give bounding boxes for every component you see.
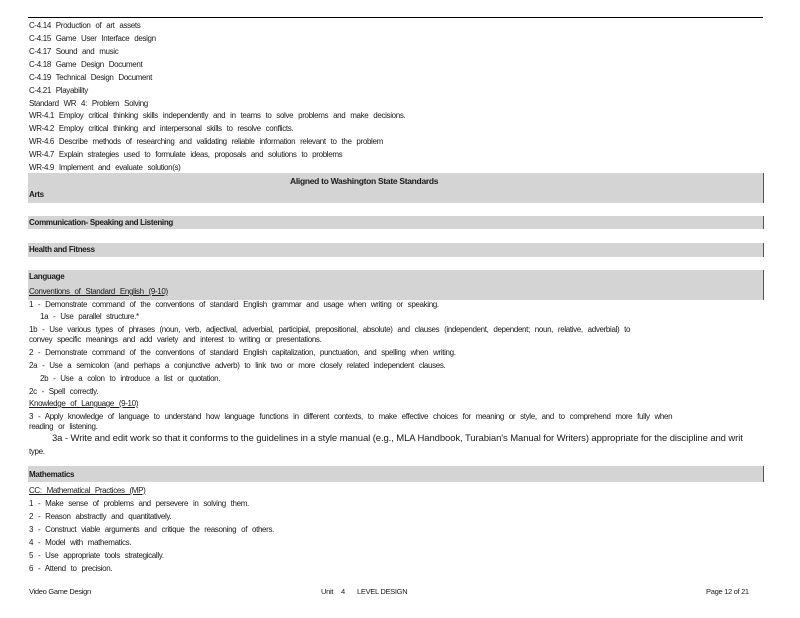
section-communication: Communication- Speaking and Listening [29,218,174,227]
language-line: convey specific meanings and add variety and interest to writing or presentations. [29,335,322,344]
math-line: 4 - Model with mathematics. [29,538,132,547]
footer-unit-label: Unit [321,587,334,596]
language-line: 2c - Spell correctly. [29,387,99,396]
standard-line: WR-4.6 Describe methods of researching and validating reliable information relevant to the problem [29,137,383,146]
item-3a: 3a - Write and edit work so that it conforms to the guidelines in a style manual (e.g., MLA Handbook, Turabian's Manual for Writers) appropriate for the discipline and writ [52,433,743,444]
language-line: 2a - Use a semicolon (and perhaps a conjunctive adverb) to link two or more closely related independent clauses. [29,361,446,370]
standard-heading: Standard WR 4: Problem Solving [29,99,148,108]
math-line: 6 - Attend to precision. [29,564,113,573]
language-line: 2b - Use a colon to introduce a list or quotation. [40,374,221,383]
health-bar [28,243,764,257]
standard-line: C-4.15 Game User Interface design [29,34,156,43]
language-line: 1 - Demonstrate command of the conventions of standard English grammar and usage when writing or speaking. [29,300,439,309]
aligned-title: Aligned to Washington State Standards [290,176,439,186]
math-practices-heading: CC: Mathematical Practices (MP) [29,486,146,495]
standard-line: C-4.18 Game Design Document [29,60,143,69]
knowledge-heading: Knowledge of Language (9-10) [29,399,139,408]
math-line: 1 - Make sense of problems and persevere in solving them. [29,499,249,508]
section-mathematics: Mathematics [29,470,75,479]
footer-unit-number: 4 [341,587,345,596]
math-line: 3 - Construct viable arguments and critique the reasoning of others. [29,525,274,534]
section-arts: Arts [29,190,44,199]
standard-line: WR-4.1 Employ critical thinking skills independently and in teams to solve problems and make decisions. [29,111,406,120]
language-line: reading or listening. [29,422,98,431]
math-line: 5 - Use appropriate tools strategically. [29,551,164,560]
footer-unit-name: LEVEL DESIGN [357,587,408,596]
standard-line: WR-4.7 Explain strategies used to formulate ideas, proposals and solutions to problems [29,150,343,159]
footer-page-number: Page 12 of 21 [706,587,749,596]
standard-line: C-4.21 Playability [29,86,88,95]
language-line: 1a - Use parallel structure.* [40,312,139,321]
standard-line: WR-4.2 Employ critical thinking and interpersonal skills to resolve conflicts. [29,124,294,133]
section-health: Health and Fitness [29,245,95,254]
communication-bar [28,216,764,229]
aligned-arts-bar [28,173,764,203]
footer-course: Video Game Design [29,587,91,596]
standard-line: WR-4.9 Implement and evaluate solution(s) [29,163,181,172]
conventions-heading: Conventions of Standard English (9-10) [29,287,168,296]
item-3a-continued: type. [29,447,45,456]
math-line: 2 - Reason abstractly and quantitatively. [29,512,172,521]
top-rule [28,17,763,18]
standard-line: C-4.14 Production of art assets [29,21,141,30]
standard-line: C-4.17 Sound and music [29,47,119,56]
mathematics-bar [28,466,764,482]
language-line: 2 - Demonstrate command of the conventions of standard English capitalization, punctuation, and spelling when writing. [29,348,456,357]
language-line: 3 - Apply knowledge of language to understand how language functions in different contexts, to make effective choices for meaning or style, and to comprehend more fully when [29,412,673,421]
standard-line: C-4.19 Technical Design Document [29,73,153,82]
language-line: 1b - Use various types of phrases (noun, verb, adjectival, adverbial, participial, prepositional, absolute) and clauses (independent, dependent; noun, relative, adverbial) to [29,325,631,334]
section-language: Language [29,272,65,281]
